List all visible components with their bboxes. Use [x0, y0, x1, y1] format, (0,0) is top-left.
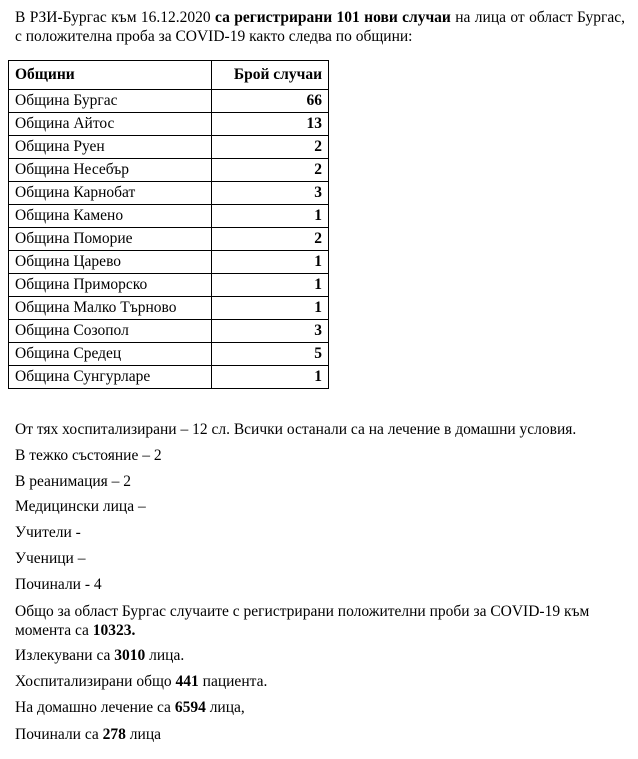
table-row [9, 228, 329, 251]
municipality-name: Община Созопол [9, 320, 212, 343]
teachers-line: Учители - [15, 524, 81, 541]
severe-condition-line: В тежко състояние – 2 [15, 447, 162, 464]
case-count: 13 [211, 113, 328, 136]
header-case-count: Брой случаи [211, 61, 328, 90]
municipality-name: Община Средец [9, 343, 212, 366]
hospitalized-total-line [15, 672, 267, 691]
case-count: 3 [211, 320, 328, 343]
hospitalized-line: От тях хоспитализирани – 12 сл. Всички останали са на лечение в домашни условия. [15, 421, 577, 438]
cases-table [8, 60, 329, 389]
cured-unit: лица. [145, 647, 185, 664]
home-treatment-line [15, 698, 245, 717]
cured-value: 3010 [114, 647, 146, 664]
municipality-name: Община Карнобат [9, 182, 212, 205]
table-row [9, 90, 329, 113]
case-count: 2 [211, 136, 328, 159]
municipality-name: Община Сунгурларе [9, 366, 212, 389]
municipality-name: Община Несебър [9, 159, 212, 182]
municipality-name: Община Малко Търново [9, 297, 212, 320]
table-row [9, 205, 329, 228]
municipality-name: Община Приморско [9, 274, 212, 297]
table-row [9, 297, 329, 320]
deceased-total-unit: лица [125, 726, 162, 743]
home-treatment-text: На домашно лечение са [15, 699, 175, 716]
header-municipalities: Общини [9, 61, 212, 90]
table-header-row [9, 61, 329, 90]
table-row [9, 366, 329, 389]
case-count: 5 [211, 343, 328, 366]
table-row [9, 113, 329, 136]
home-treatment-unit: лица, [205, 699, 245, 716]
intro-highlight: са регистрирани 101 нови случаи [215, 9, 451, 26]
municipality-name: Община Айтос [9, 113, 212, 136]
table-row [9, 182, 329, 205]
deceased-total-text: Починали са [15, 726, 103, 743]
cured-text: Излекувани са [15, 647, 115, 664]
hospitalized-total-unit: пациента. [198, 673, 268, 690]
icu-line: В реанимация – 2 [15, 473, 132, 490]
intro-text-1: В РЗИ-Бургас към 16.12.2020 [15, 9, 216, 26]
municipality-name: Община Поморие [9, 228, 212, 251]
students-line: Ученици – [15, 550, 86, 567]
municipality-name: Община Камено [9, 205, 212, 228]
case-count: 2 [211, 159, 328, 182]
table-row [9, 343, 329, 366]
hospitalized-total-text: Хоспитализирани общо [15, 673, 176, 690]
hospitalized-total-value: 441 [175, 673, 199, 690]
municipality-name: Община Царево [9, 251, 212, 274]
case-count: 1 [211, 205, 328, 228]
total-cases-value: 10323. [92, 622, 136, 639]
intro-text-2: на лица от област Бургас, с положителна проба за COVID-19 както следва по общини: [15, 9, 625, 45]
total-cases-paragraph [15, 602, 625, 640]
municipality-name: Община Бургас [9, 90, 212, 113]
table-row [9, 251, 329, 274]
medical-staff-line: Медицински лица – [15, 498, 146, 515]
municipality-name: Община Руен [9, 136, 212, 159]
cured-line [15, 646, 184, 665]
home-treatment-value: 6594 [174, 699, 206, 716]
case-count: 1 [211, 297, 328, 320]
deceased-line: Починали - 4 [15, 576, 102, 593]
case-count: 66 [211, 90, 328, 113]
deceased-total-value: 278 [102, 726, 126, 743]
case-count: 1 [211, 274, 328, 297]
case-count: 3 [211, 182, 328, 205]
table-row [9, 320, 329, 343]
case-count: 1 [211, 366, 328, 389]
table-row [9, 136, 329, 159]
total-cases-text: Общо за област Бургас случаите с регистрирани положителни проби за COVID-19 към момента са [15, 603, 590, 639]
table-row [9, 159, 329, 182]
deceased-total-line [15, 725, 161, 744]
case-count: 1 [211, 251, 328, 274]
intro-paragraph [15, 8, 625, 46]
case-count: 2 [211, 228, 328, 251]
table-row [9, 274, 329, 297]
